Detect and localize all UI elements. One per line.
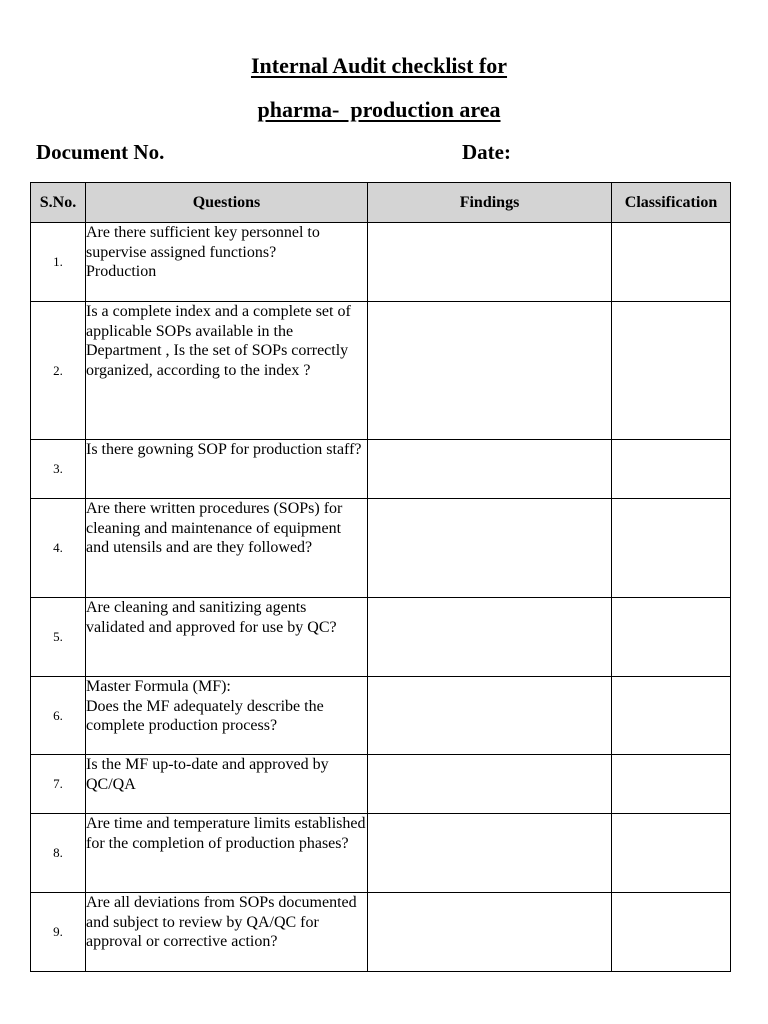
question-text: Is there gowning SOP for production staff? (86, 440, 368, 499)
findings-cell[interactable] (368, 499, 612, 598)
classification-cell[interactable] (612, 302, 731, 440)
row-number: 5. (31, 598, 86, 677)
findings-cell[interactable] (368, 440, 612, 499)
question-text: Master Formula (MF): Does the MF adequately describe the complete production process? (86, 677, 368, 755)
table-row (31, 598, 731, 677)
classification-cell[interactable] (612, 814, 731, 893)
findings-cell[interactable] (368, 677, 612, 755)
table-row (31, 677, 731, 755)
row-number: 1. (31, 223, 86, 302)
classification-cell[interactable] (612, 893, 731, 972)
findings-cell[interactable] (368, 814, 612, 893)
document-title-line-2: pharma- production area (257, 97, 501, 122)
table-row (31, 499, 731, 598)
header-findings: Findings (368, 183, 612, 223)
question-text: Is the MF up-to-date and approved by QC/QA (86, 755, 368, 814)
table-header-row (31, 183, 731, 223)
date-label: Date: (462, 140, 511, 164)
classification-cell[interactable] (612, 677, 731, 755)
findings-cell[interactable] (368, 223, 612, 302)
question-text: Are there written procedures (SOPs) for cleaning and maintenance of equipment and utensils and are they followed? (86, 499, 368, 598)
header-sno: S.No. (31, 183, 86, 223)
findings-cell[interactable] (368, 302, 612, 440)
findings-cell[interactable] (368, 755, 612, 814)
header-classification: Classification (612, 183, 731, 223)
header-questions: Questions (86, 183, 368, 223)
findings-cell[interactable] (368, 598, 612, 677)
question-text: Are cleaning and sanitizing agents validated and approved for use by QC? (86, 598, 368, 677)
question-text: Are time and temperature limits established for the completion of production phases? (86, 814, 368, 893)
row-number: 6. (31, 677, 86, 755)
classification-cell[interactable] (612, 499, 731, 598)
question-text: Are all deviations from SOPs documented and subject to review by QA/QC for approval or corrective action? (86, 893, 368, 972)
row-number: 3. (31, 440, 86, 499)
table-row (31, 755, 731, 814)
row-number: 2. (31, 302, 86, 440)
table-row (31, 440, 731, 499)
table-row (31, 223, 731, 302)
question-text: Is a complete index and a complete set of applicable SOPs available in the Department , Is the set of SOPs correctly organized, according to the index ? (86, 302, 368, 440)
row-number: 8. (31, 814, 86, 893)
row-number: 9. (31, 893, 86, 972)
audit-checklist-table (30, 182, 731, 972)
table-row (31, 302, 731, 440)
classification-cell[interactable] (612, 223, 731, 302)
findings-cell[interactable] (368, 893, 612, 972)
question-text: Are there sufficient key personnel to supervise assigned functions? Production (86, 223, 368, 302)
classification-cell[interactable] (612, 440, 731, 499)
classification-cell[interactable] (612, 598, 731, 677)
classification-cell[interactable] (612, 755, 731, 814)
table-row (31, 893, 731, 972)
row-number: 4. (31, 499, 86, 598)
row-number: 7. (31, 755, 86, 814)
document-title-line-1: Internal Audit checklist for (250, 53, 508, 78)
document-number-label: Document No. (36, 140, 165, 164)
table-row (31, 814, 731, 893)
